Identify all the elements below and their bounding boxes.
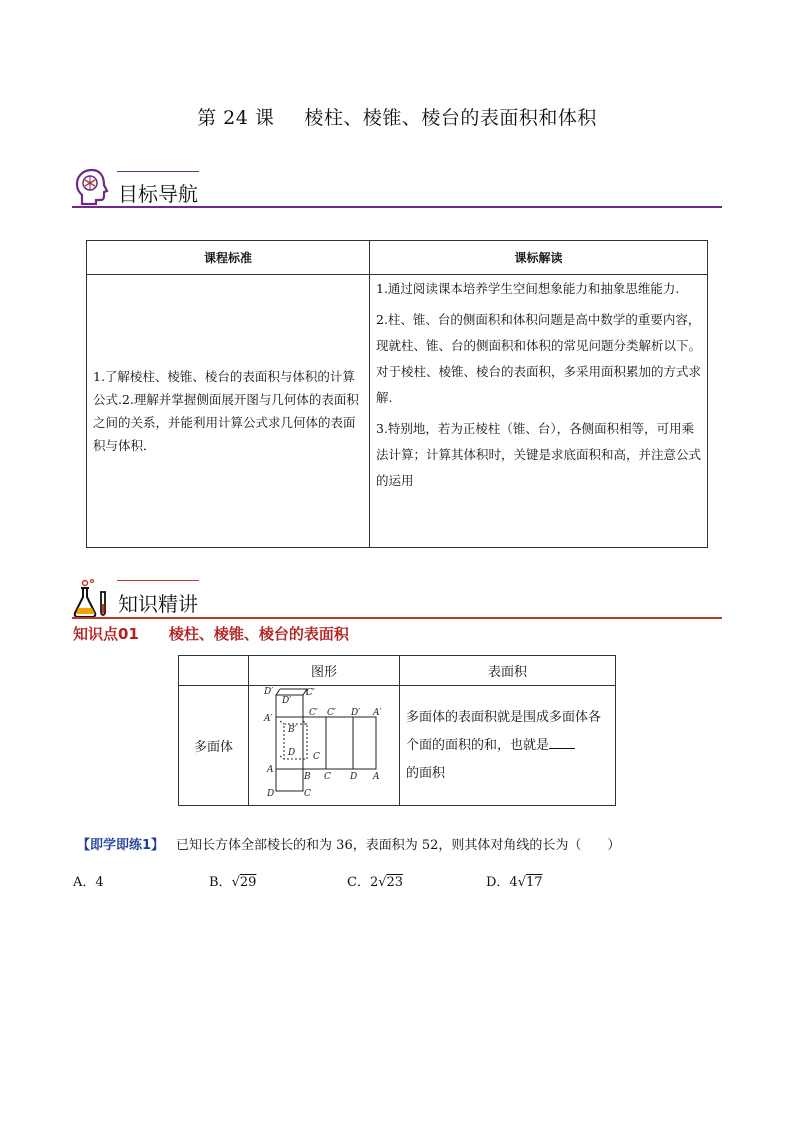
choice-c[interactable]: C．2√23 (347, 875, 404, 890)
fig-label: D (288, 748, 296, 758)
surface-area-header: 表面积 (400, 656, 616, 686)
surface-area-table (178, 655, 616, 806)
flask-icon (72, 578, 112, 618)
fill-in-blank[interactable] (549, 734, 575, 749)
nav-section-title: 目标导航 (118, 182, 198, 206)
knowledge-section-header (72, 576, 722, 622)
fig-label: C′ (309, 708, 318, 718)
description-text: 多面体的表面积就是围成多面体各个面的面积的和，也就是 (406, 709, 602, 753)
fig-label: D (267, 789, 275, 799)
fig-label: D (350, 772, 358, 782)
exercise-tag: 【即学即练1】 (77, 838, 165, 853)
fig-label: C (304, 789, 311, 799)
interpretation-header: 课标解读 (370, 241, 708, 275)
prism-net-figure (249, 686, 400, 806)
standards-table (86, 240, 708, 548)
fig-label: C (324, 772, 331, 782)
choice-b[interactable]: B．√29 (209, 875, 257, 890)
fig-label: A′ (264, 714, 273, 724)
exercise-text: 已知长方体全部棱长的和为 36，表面积为 52，则其体对角线的长为（ ） (176, 838, 621, 853)
fig-label: D′ (264, 687, 274, 697)
fig-label: A′ (373, 708, 382, 718)
exercise-question (77, 834, 620, 853)
lesson-number: 第 24 课 (197, 107, 275, 129)
fig-label: C′ (327, 708, 336, 718)
choice-d[interactable]: D．4√17 (486, 875, 543, 890)
brain-head-icon (74, 167, 110, 207)
knowledge-section-title: 知识精讲 (118, 592, 198, 616)
interpretation-content (370, 275, 708, 548)
fig-label: B′ (288, 725, 297, 735)
fig-label: B (304, 772, 311, 782)
surface-area-description (400, 686, 616, 806)
figure-header: 图形 (249, 656, 400, 686)
lesson-topic: 棱柱、棱锥、棱台的表面积和体积 (304, 107, 597, 129)
fig-label: C′ (306, 688, 315, 698)
nav-section-header (72, 163, 722, 211)
knowledge-point-heading (73, 623, 349, 644)
interpretation-point: 1.通过阅读课本培养学生空间想象能力和抽象思维能力. (376, 281, 680, 296)
fig-label: A (373, 772, 380, 782)
polyhedron-label: 多面体 (179, 686, 249, 806)
fig-label: D′ (282, 696, 292, 706)
description-text: 的面积 (406, 765, 446, 781)
standards-content: 1.了解棱柱、棱锥、棱台的表面积与体积的计算公式.2.理解并掌握侧面展开图与几何体的表面积之间的关系，并能利用计算公式求几何体的表面积与体积． (87, 275, 370, 548)
fig-label: D′ (351, 708, 361, 718)
standards-header: 课程标准 (87, 241, 370, 275)
fig-label: A (267, 765, 274, 775)
interpretation-point: 2.柱、锥、台的侧面积和体积问题是高中数学的重要内容，现就柱、锥、台的侧面积和体积的常见问题分类解析以下。对于棱柱、棱锥、棱台的表面积，多采用面积累加的方式求解. (376, 312, 702, 405)
page-title (0, 103, 794, 130)
knowledge-point-title: 棱柱、棱锥、棱台的表面积 (168, 625, 349, 643)
knowledge-point-label: 知识点01 (73, 625, 139, 643)
prism-net-diagram (249, 686, 399, 805)
choice-a[interactable]: A．4 (73, 875, 104, 890)
fig-label: C (313, 752, 320, 762)
interpretation-point: 3.特别地，若为正棱柱（锥、台），各侧面积相等，可用乘法计算；计算其体积时，关键是求底面积和高，并注意公式的运用 (376, 421, 702, 488)
